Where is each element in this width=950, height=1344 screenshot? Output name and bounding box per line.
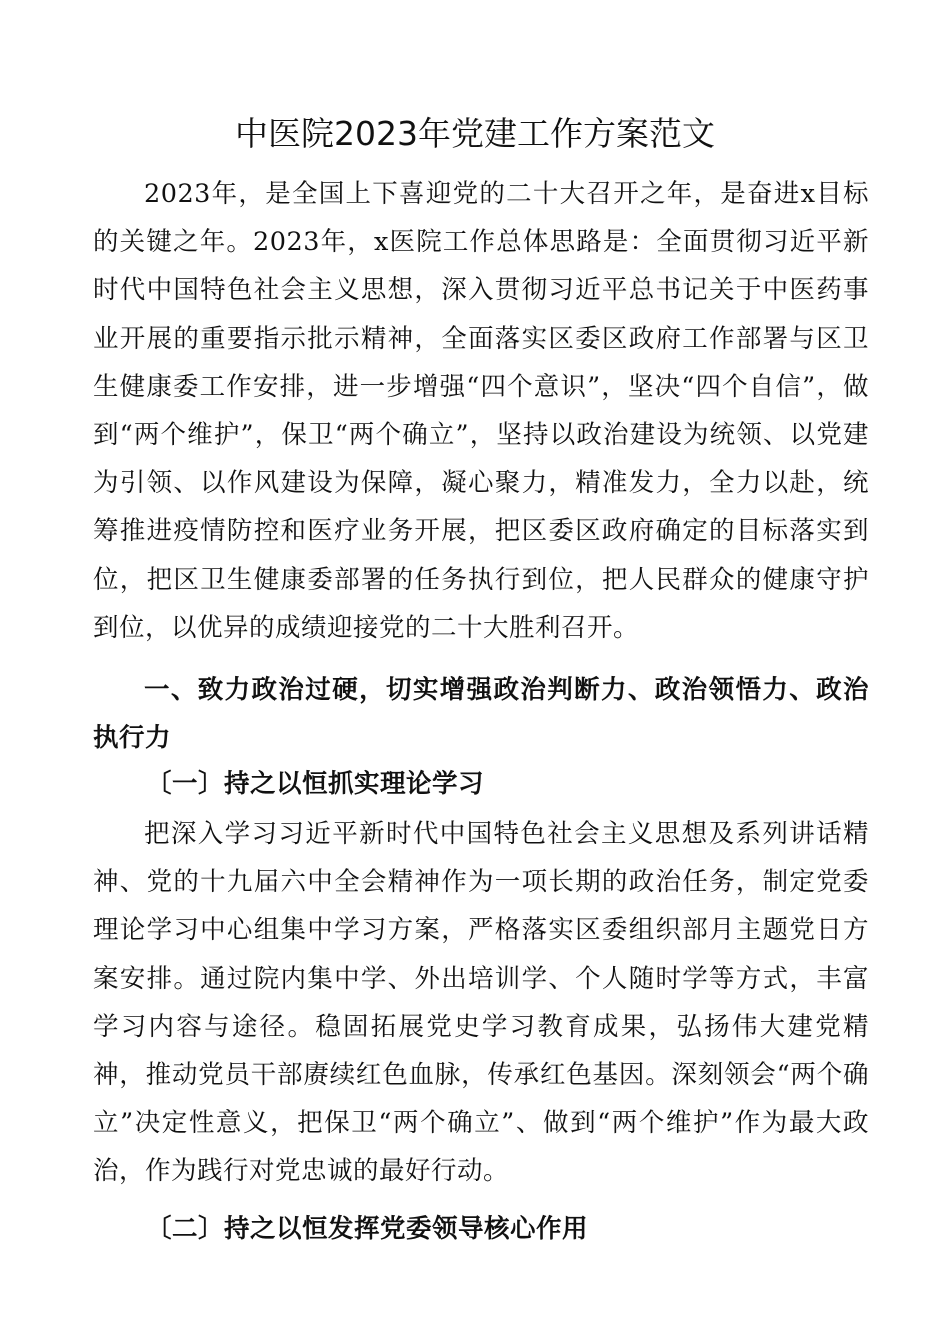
subsection-1-heading: 〔一〕持之以恒抓实理论学习	[146, 769, 485, 799]
section-1-heading: 一、致力政治过硬，切实增强政治判断力、政治领悟力、政治执行力	[93, 675, 869, 754]
document-title: 中医院2023年党建工作方案范文	[235, 114, 715, 153]
subsection-1-paragraph: 把深入学习习近平新时代中国特色社会主义思想及系列讲话精神、党的十九届六中全会精神作为一项长期的政治任务，制定党委理论学习中心组集中学习方案，严格落实区委组织部月主题党日方案安排。通过院内集中学、外出培训学、个人随时学等方式，丰富学习内容与途径。稳固拓展党史学习教育成果，弘扬伟大建党精神，推动党员干部赓续红色血脉，传承红色基因。深刻领会“两个确立”决定性意义，把保卫“两个确立”、做到“两个维护”作为最大政治，作为践行对党忠诚的最好行动。	[93, 819, 869, 1187]
intro-paragraph: 2023年，是全国上下喜迎党的二十大召开之年，是奋进x目标的关键之年。2023年，x医院工作总体思路是：全面贯彻习近平新时代中国特色社会主义思想，深入贯彻习近平总书记关于中医药事业开展的重要指示批示精神，全面落实区委区政府工作部署与区卫生健康委工作安排，进一步增强“四个意识”，坚决“四个自信”，做到“两个维护”，保卫“两个确立”，坚持以政治建设为统领、以党建为引领、以作风建设为保障，凝心聚力，精准发力，全力以赴，统筹推进疫情防控和医疗业务开展，把区委区政府确定的目标落实到位，把区卫生健康委部署的任务执行到位，把人民群众的健康守护到位，以优异的成绩迎接党的二十大胜利召开。	[93, 179, 869, 643]
subsection-2-heading: 〔二〕持之以恒发挥党委领导核心作用	[146, 1214, 589, 1244]
